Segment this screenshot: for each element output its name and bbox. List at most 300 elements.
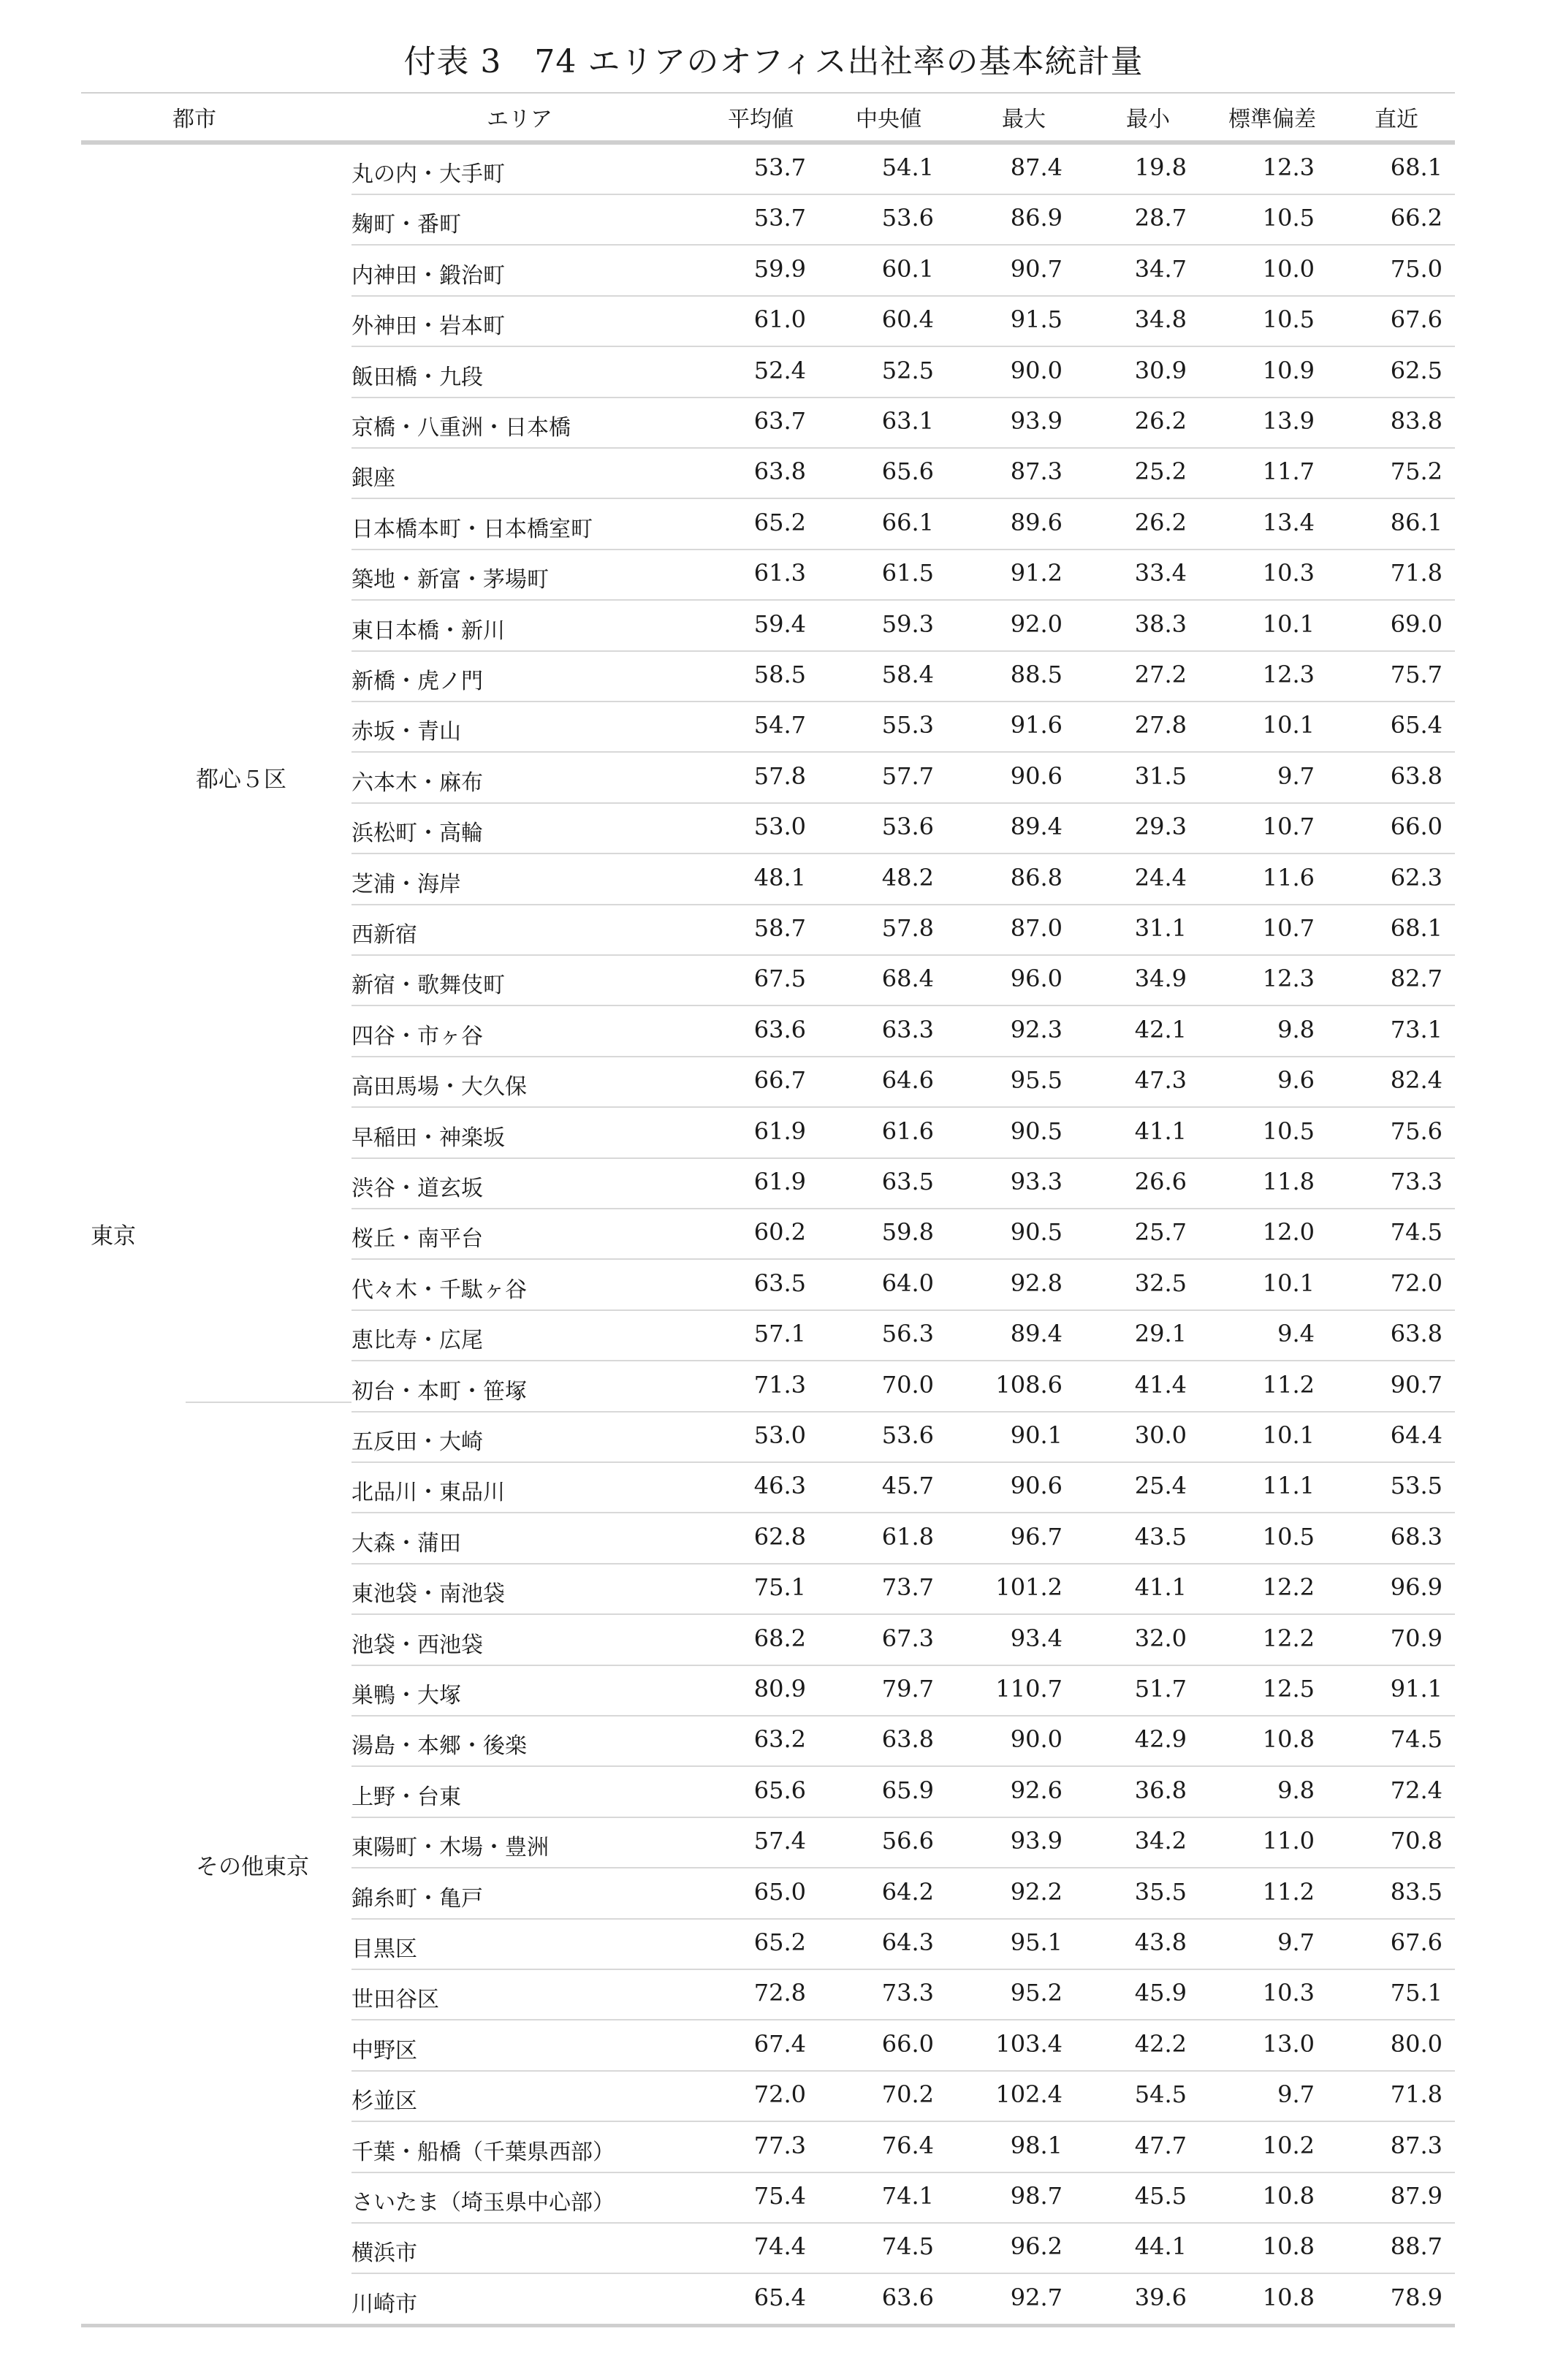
median-cell: 56.6 (881, 1827, 934, 1855)
mean-cell: 61.9 (753, 1117, 806, 1145)
std-cell: 12.5 (1262, 1675, 1315, 1703)
mean-cell: 63.7 (753, 407, 806, 435)
table-row (81, 2275, 1455, 2325)
std-cell: 10.2 (1262, 2131, 1315, 2159)
table-row (81, 1920, 1455, 1970)
table-row (81, 1159, 1455, 1209)
header-recent: 直近 (1375, 107, 1418, 132)
area-cell: 初台・本町・笹塚 (351, 1378, 527, 1404)
max-cell: 90.0 (1010, 356, 1063, 384)
table-row (81, 753, 1455, 804)
max-cell: 87.4 (1010, 153, 1063, 181)
median-cell: 67.3 (881, 1624, 934, 1652)
table-row (81, 2224, 1455, 2274)
table-row (81, 652, 1455, 702)
std-cell: 10.1 (1262, 1269, 1315, 1297)
mean-cell: 65.4 (753, 2283, 806, 2311)
min-cell: 29.3 (1134, 813, 1187, 841)
recent-cell: 67.6 (1390, 305, 1443, 334)
table-row (81, 1209, 1455, 1260)
recent-cell: 90.7 (1390, 1370, 1443, 1399)
median-cell: 55.3 (881, 711, 934, 740)
min-cell: 36.8 (1134, 1776, 1187, 1804)
group-city-tokyo: 東京 (91, 1223, 136, 1250)
area-cell: 内神田・鍛治町 (351, 262, 505, 289)
median-cell: 59.3 (881, 609, 934, 638)
recent-cell: 70.8 (1390, 1827, 1443, 1855)
max-cell: 86.9 (1010, 204, 1063, 232)
min-cell: 34.2 (1134, 1827, 1187, 1855)
header-median: 中央値 (856, 107, 921, 132)
area-cell: 東陽町・木場・豊洲 (351, 1835, 549, 1861)
mean-cell: 77.3 (753, 2131, 806, 2159)
mean-cell: 65.6 (753, 1776, 806, 1804)
max-cell: 92.0 (1010, 609, 1063, 638)
max-cell: 90.0 (1010, 1725, 1063, 1754)
median-cell: 70.0 (881, 1370, 934, 1399)
mean-cell: 57.1 (753, 1320, 806, 1348)
std-cell: 11.2 (1262, 1877, 1315, 1906)
table-top-rule (81, 92, 1455, 94)
min-cell: 51.7 (1134, 1675, 1187, 1703)
median-cell: 53.6 (881, 1421, 934, 1449)
area-cell: 六本木・麻布 (351, 769, 483, 796)
recent-cell: 70.9 (1390, 1624, 1443, 1652)
area-cell: 恵比寿・広尾 (351, 1328, 483, 1354)
table-row (81, 1311, 1455, 1361)
area-cell: 五反田・大崎 (351, 1429, 483, 1455)
mean-cell: 46.3 (753, 1472, 806, 1500)
max-cell: 92.6 (1010, 1776, 1063, 1804)
mean-cell: 68.2 (753, 1624, 806, 1652)
table-row (81, 1463, 1455, 1513)
std-cell: 9.8 (1277, 1015, 1315, 1043)
mean-cell: 75.4 (753, 2182, 806, 2210)
median-cell: 73.3 (881, 1979, 934, 2007)
std-cell: 10.5 (1262, 1522, 1315, 1551)
table-row (81, 1413, 1455, 1463)
table-row (81, 1109, 1455, 1159)
recent-cell: 69.0 (1390, 609, 1443, 638)
mean-cell: 65.2 (753, 508, 806, 536)
mean-cell: 52.4 (753, 356, 806, 384)
mean-cell: 75.1 (753, 1573, 806, 1602)
table-row (81, 702, 1455, 753)
recent-cell: 87.3 (1390, 2131, 1443, 2159)
area-cell: 上野・台東 (351, 1784, 461, 1810)
recent-cell: 71.8 (1390, 559, 1443, 588)
area-cell: 大森・蒲田 (351, 1530, 461, 1556)
std-cell: 9.6 (1277, 1066, 1315, 1095)
median-cell: 66.0 (881, 2029, 934, 2058)
mean-cell: 60.2 (753, 1218, 806, 1247)
recent-cell: 66.0 (1390, 813, 1443, 841)
max-cell: 96.2 (1010, 2232, 1063, 2261)
min-cell: 31.5 (1134, 761, 1187, 790)
min-cell: 34.7 (1134, 254, 1187, 283)
table-row (81, 246, 1455, 297)
table-row (81, 348, 1455, 398)
max-cell: 92.2 (1010, 1877, 1063, 1906)
table-row (81, 398, 1455, 449)
median-cell: 60.1 (881, 254, 934, 283)
std-cell: 10.5 (1262, 1117, 1315, 1145)
mean-cell: 61.3 (753, 559, 806, 588)
recent-cell: 68.1 (1390, 914, 1443, 942)
recent-cell: 53.5 (1390, 1472, 1443, 1500)
median-cell: 63.5 (881, 1168, 934, 1195)
area-cell: 築地・新富・茅場町 (351, 567, 549, 593)
min-cell: 24.4 (1134, 863, 1187, 891)
median-cell: 73.7 (881, 1573, 934, 1602)
median-cell: 61.8 (881, 1522, 934, 1551)
area-cell: 新宿・歌舞伎町 (351, 973, 505, 999)
area-cell: 四谷・市ヶ谷 (351, 1023, 483, 1049)
min-cell: 25.7 (1134, 1218, 1187, 1247)
recent-cell: 71.8 (1390, 2080, 1443, 2109)
max-cell: 91.2 (1010, 559, 1063, 588)
std-cell: 9.7 (1277, 2080, 1315, 2109)
recent-cell: 87.9 (1390, 2182, 1443, 2210)
max-cell: 90.7 (1010, 254, 1063, 283)
min-cell: 38.3 (1134, 609, 1187, 638)
max-cell: 96.0 (1010, 965, 1063, 993)
table-row (81, 1261, 1455, 1311)
max-cell: 86.8 (1010, 863, 1063, 891)
recent-cell: 73.3 (1390, 1168, 1443, 1195)
area-cell: 湯島・本郷・後楽 (351, 1733, 527, 1760)
median-cell: 70.2 (881, 2080, 934, 2109)
table-row (81, 2072, 1455, 2122)
std-cell: 10.3 (1262, 1979, 1315, 2007)
std-cell: 13.9 (1262, 407, 1315, 435)
min-cell: 30.9 (1134, 356, 1187, 384)
std-cell: 12.3 (1262, 661, 1315, 688)
area-cell: 西新宿 (351, 922, 417, 948)
std-cell: 10.1 (1262, 1421, 1315, 1449)
recent-cell: 65.4 (1390, 711, 1443, 740)
median-cell: 74.1 (881, 2182, 934, 2210)
table-row (81, 855, 1455, 905)
median-cell: 66.1 (881, 508, 934, 536)
max-cell: 90.5 (1010, 1117, 1063, 1145)
std-cell: 10.8 (1262, 2182, 1315, 2210)
area-cell: 早稲田・神楽坂 (351, 1125, 505, 1151)
table-row (81, 145, 1455, 195)
table-row (81, 500, 1455, 550)
median-cell: 64.0 (881, 1269, 934, 1297)
area-cell: 中野区 (351, 2037, 417, 2064)
median-cell: 56.3 (881, 1320, 934, 1348)
mean-cell: 63.5 (753, 1269, 806, 1297)
area-cell: さいたま（埼玉県中心部） (351, 2190, 615, 2216)
std-cell: 10.9 (1262, 356, 1315, 384)
std-cell: 11.7 (1262, 457, 1315, 486)
min-cell: 32.0 (1134, 1624, 1187, 1652)
recent-cell: 82.4 (1390, 1066, 1443, 1095)
mean-cell: 67.5 (753, 965, 806, 993)
max-cell: 98.7 (1010, 2182, 1063, 2210)
recent-cell: 63.8 (1390, 1320, 1443, 1348)
mean-cell: 59.4 (753, 609, 806, 638)
table-row (81, 1666, 1455, 1716)
mean-cell: 63.6 (753, 1015, 806, 1043)
table-row (81, 1768, 1455, 1818)
area-cell: 千葉・船橋（千葉県西部） (351, 2139, 615, 2165)
max-cell: 90.6 (1010, 761, 1063, 790)
min-cell: 27.8 (1134, 711, 1187, 740)
recent-cell: 86.1 (1390, 508, 1443, 536)
std-cell: 10.1 (1262, 609, 1315, 638)
std-cell: 12.3 (1262, 153, 1315, 181)
median-cell: 63.1 (881, 407, 934, 435)
recent-cell: 83.8 (1390, 407, 1443, 435)
table-row (81, 297, 1455, 347)
std-cell: 9.8 (1277, 1776, 1315, 1804)
max-cell: 91.5 (1010, 305, 1063, 334)
table-row (81, 1565, 1455, 1615)
page-title: 付表 3 74 エリアのオフィス出社率の基本統計量 (403, 43, 1144, 80)
std-cell: 11.0 (1262, 1827, 1315, 1855)
area-cell: 麹町・番町 (351, 212, 461, 238)
median-cell: 54.1 (881, 153, 934, 181)
std-cell: 9.7 (1277, 761, 1315, 790)
max-cell: 87.0 (1010, 914, 1063, 942)
std-cell: 10.8 (1262, 1725, 1315, 1754)
median-cell: 58.4 (881, 661, 934, 688)
area-cell: 巣鴨・大塚 (351, 1683, 461, 1708)
table-row (81, 2123, 1455, 2173)
max-cell: 98.1 (1010, 2131, 1063, 2159)
table-row (81, 195, 1455, 246)
median-cell: 45.7 (881, 1472, 934, 1500)
max-cell: 95.5 (1010, 1066, 1063, 1095)
table-row (81, 956, 1455, 1006)
std-cell: 12.0 (1262, 1218, 1315, 1247)
recent-cell: 66.2 (1390, 204, 1443, 232)
std-cell: 9.4 (1277, 1320, 1315, 1348)
std-cell: 10.7 (1262, 914, 1315, 942)
table-row (81, 1514, 1455, 1565)
area-cell: 杉並区 (351, 2088, 417, 2115)
max-cell: 92.8 (1010, 1269, 1063, 1297)
max-cell: 95.1 (1010, 1928, 1063, 1956)
area-cell: 渋谷・道玄坂 (351, 1176, 483, 1201)
recent-cell: 68.3 (1390, 1522, 1443, 1551)
max-cell: 96.7 (1010, 1522, 1063, 1551)
median-cell: 52.5 (881, 356, 934, 384)
area-cell: 銀座 (351, 465, 395, 492)
recent-cell: 75.2 (1390, 457, 1443, 486)
min-cell: 47.7 (1134, 2131, 1187, 2159)
table-row (81, 1970, 1455, 2020)
min-cell: 47.3 (1134, 1066, 1187, 1095)
recent-cell: 62.3 (1390, 863, 1443, 891)
mean-cell: 48.1 (753, 863, 806, 891)
table-bottom-rule (81, 2324, 1455, 2327)
std-cell: 13.4 (1262, 508, 1315, 536)
area-cell: 高田馬場・大久保 (351, 1074, 527, 1100)
min-cell: 31.1 (1134, 914, 1187, 942)
area-cell: 北品川・東品川 (351, 1480, 505, 1506)
median-cell: 64.3 (881, 1928, 934, 1956)
area-cell: 池袋・西池袋 (351, 1632, 483, 1658)
median-cell: 63.8 (881, 1725, 934, 1754)
min-cell: 30.0 (1134, 1421, 1187, 1449)
recent-cell: 74.5 (1390, 1725, 1443, 1754)
min-cell: 44.1 (1134, 2232, 1187, 2261)
min-cell: 39.6 (1134, 2283, 1187, 2311)
median-cell: 63.3 (881, 1015, 934, 1043)
table-row (81, 2173, 1455, 2224)
mean-cell: 57.4 (753, 1827, 806, 1855)
mean-cell: 71.3 (753, 1370, 806, 1399)
mean-cell: 65.0 (753, 1877, 806, 1906)
min-cell: 34.9 (1134, 965, 1187, 993)
table-row (81, 1007, 1455, 1057)
std-cell: 10.0 (1262, 254, 1315, 283)
median-cell: 61.6 (881, 1117, 934, 1145)
min-cell: 41.1 (1134, 1573, 1187, 1602)
table-row (81, 1362, 1455, 1413)
std-cell: 12.3 (1262, 965, 1315, 993)
max-cell: 93.3 (1010, 1168, 1063, 1195)
max-cell: 108.6 (995, 1370, 1063, 1399)
recent-cell: 75.7 (1390, 661, 1443, 688)
recent-cell: 78.9 (1390, 2283, 1443, 2311)
mean-cell: 63.2 (753, 1725, 806, 1754)
max-cell: 91.6 (1010, 711, 1063, 740)
recent-cell: 64.4 (1390, 1421, 1443, 1449)
area-cell: 代々木・千駄ヶ谷 (351, 1277, 527, 1303)
area-cell: 日本橋本町・日本橋室町 (351, 516, 593, 542)
std-cell: 11.8 (1262, 1168, 1315, 1195)
header-area: エリア (487, 107, 552, 132)
area-cell: 横浜市 (351, 2240, 417, 2267)
recent-cell: 73.1 (1390, 1015, 1443, 1043)
median-cell: 68.4 (881, 965, 934, 993)
max-cell: 90.6 (1010, 1472, 1063, 1500)
max-cell: 89.4 (1010, 1320, 1063, 1348)
median-cell: 59.8 (881, 1218, 934, 1247)
std-cell: 12.2 (1262, 1624, 1315, 1652)
median-cell: 63.6 (881, 2283, 934, 2311)
area-cell: 東池袋・南池袋 (351, 1581, 505, 1608)
min-cell: 19.8 (1134, 153, 1187, 181)
min-cell: 42.2 (1134, 2029, 1187, 2058)
area-cell: 浜松町・高輪 (351, 821, 483, 847)
recent-cell: 72.0 (1390, 1269, 1443, 1297)
min-cell: 41.4 (1134, 1370, 1187, 1399)
mean-cell: 53.7 (753, 204, 806, 232)
max-cell: 110.7 (995, 1675, 1063, 1703)
median-cell: 76.4 (881, 2131, 934, 2159)
std-cell: 10.8 (1262, 2283, 1315, 2311)
max-cell: 101.2 (995, 1573, 1063, 1602)
median-cell: 60.4 (881, 305, 934, 334)
table-row (81, 550, 1455, 601)
min-cell: 26.2 (1134, 407, 1187, 435)
mean-cell: 72.8 (753, 1979, 806, 2007)
mean-cell: 63.8 (753, 457, 806, 486)
area-cell: 飯田橋・九段 (351, 364, 483, 390)
min-cell: 43.8 (1134, 1928, 1187, 1956)
mean-cell: 53.0 (753, 1421, 806, 1449)
mean-cell: 65.2 (753, 1928, 806, 1956)
recent-cell: 67.6 (1390, 1928, 1443, 1956)
std-cell: 11.6 (1262, 863, 1315, 891)
mean-cell: 62.8 (753, 1522, 806, 1551)
min-cell: 26.6 (1134, 1168, 1187, 1195)
group-other-tokyo: その他東京 (196, 1854, 309, 1880)
max-cell: 93.9 (1010, 407, 1063, 435)
median-cell: 53.6 (881, 204, 934, 232)
min-cell: 26.2 (1134, 508, 1187, 536)
min-cell: 27.2 (1134, 661, 1187, 688)
min-cell: 35.5 (1134, 1877, 1187, 1906)
max-cell: 89.6 (1010, 508, 1063, 536)
median-cell: 61.5 (881, 559, 934, 588)
area-cell: 新橋・虎ノ門 (351, 669, 483, 694)
area-cell: 丸の内・大手町 (351, 161, 505, 187)
mean-cell: 57.8 (753, 761, 806, 790)
mean-cell: 59.9 (753, 254, 806, 283)
area-cell: 芝浦・海岸 (351, 871, 461, 897)
table-row (81, 1057, 1455, 1108)
max-cell: 89.4 (1010, 813, 1063, 841)
std-cell: 12.2 (1262, 1573, 1315, 1602)
median-cell: 74.5 (881, 2232, 934, 2261)
median-cell: 57.7 (881, 761, 934, 790)
min-cell: 42.1 (1134, 1015, 1187, 1043)
table-row (81, 1716, 1455, 1767)
table-row (81, 905, 1455, 956)
std-cell: 10.5 (1262, 204, 1315, 232)
mean-cell: 74.4 (753, 2232, 806, 2261)
min-cell: 32.5 (1134, 1269, 1187, 1297)
header-mean: 平均値 (728, 107, 794, 132)
median-cell: 64.6 (881, 1066, 934, 1095)
std-cell: 9.7 (1277, 1928, 1315, 1956)
median-cell: 65.9 (881, 1776, 934, 1804)
table-row (81, 1616, 1455, 1666)
std-cell: 10.7 (1262, 813, 1315, 841)
median-cell: 53.6 (881, 813, 934, 841)
recent-cell: 62.5 (1390, 356, 1443, 384)
recent-cell: 75.0 (1390, 254, 1443, 283)
recent-cell: 82.7 (1390, 965, 1443, 993)
min-cell: 34.8 (1134, 305, 1187, 334)
median-cell: 64.2 (881, 1877, 934, 1906)
min-cell: 33.4 (1134, 559, 1187, 588)
min-cell: 45.9 (1134, 1979, 1187, 2007)
area-cell: 外神田・岩本町 (351, 313, 505, 340)
max-cell: 93.4 (1010, 1624, 1063, 1652)
header-std: 標準偏差 (1228, 107, 1316, 132)
std-cell: 11.2 (1262, 1370, 1315, 1399)
recent-cell: 68.1 (1390, 153, 1443, 181)
mean-cell: 61.9 (753, 1168, 806, 1195)
min-cell: 28.7 (1134, 204, 1187, 232)
max-cell: 103.4 (995, 2029, 1063, 2058)
min-cell: 42.9 (1134, 1725, 1187, 1754)
table-row (81, 2021, 1455, 2072)
std-cell: 10.5 (1262, 305, 1315, 334)
area-cell: 目黒区 (351, 1936, 417, 1962)
area-cell: 赤坂・青山 (351, 719, 461, 745)
mean-cell: 53.0 (753, 813, 806, 841)
max-cell: 87.3 (1010, 457, 1063, 486)
